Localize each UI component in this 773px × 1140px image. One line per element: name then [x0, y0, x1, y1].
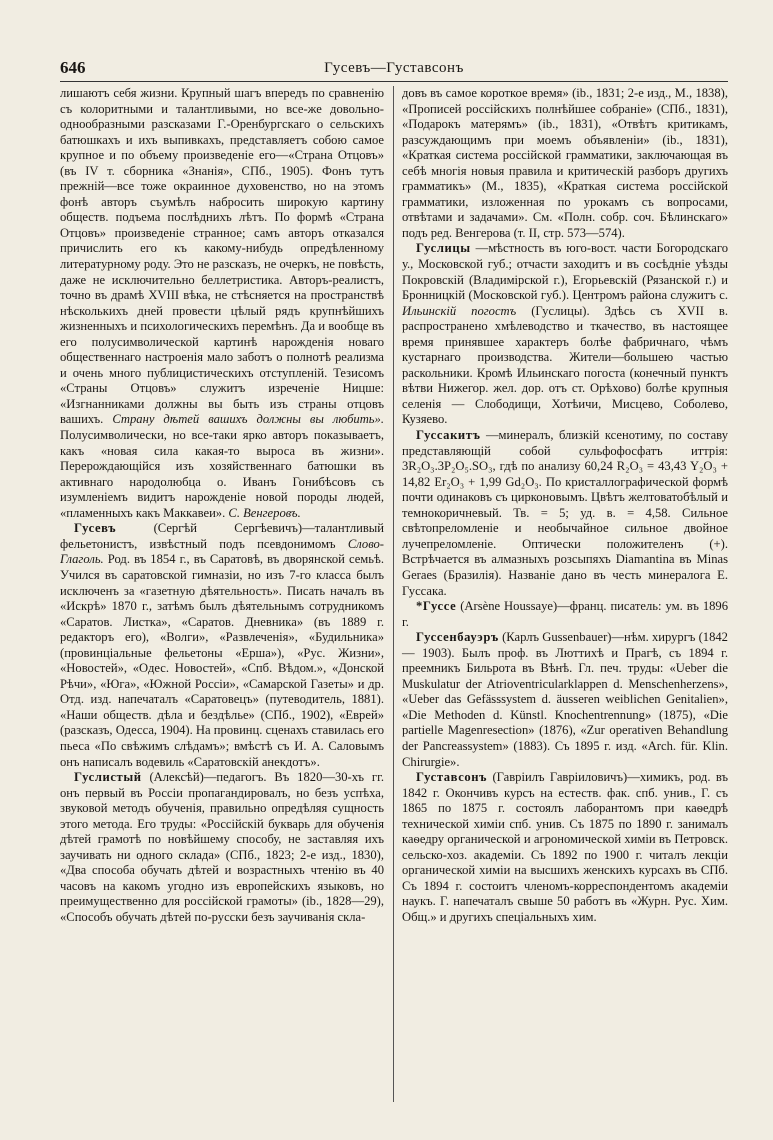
header-rule: [60, 81, 728, 82]
pseudonym: Слово-Глаголь.: [60, 536, 384, 567]
entry-headword: Гуслистый: [74, 770, 142, 785]
page-header: [60, 58, 728, 80]
article-gusse: [402, 599, 728, 630]
paragraph-text: —мѣстность въ юго-вост. части Богородскаго у., Московской губ.; отчасти заходитъ и въ сосѣдніе уѣзды Покровскій (Владимірской г.), Егорьевскій (Рязанской г.) и Бронницкій (Московской губ.). Центромъ района служитъ с.: [402, 241, 728, 303]
article-gusev-orenburgsky-continued: [60, 86, 384, 521]
paragraph-text: (Сергѣй Сергѣевичъ)—талантливый фельетонистъ, извѣстный подъ псевдонимомъ: [60, 521, 384, 551]
paragraph-text: (Карлъ Gussenbauer)—нѣм. хирургъ (1842 — 1903). Былъ проф. въ Люттихѣ и Прагѣ, съ 1894 г. преемникъ Бильрота въ Вѣнѣ. Гл. печ. труды: «Ueber die Muskulatur der Atrioventricularklappen d. Menschenherzens», «Ueber das Gefässsystem d. äusseren weiblichen Genitalien», «Die Methoden d. Künstl. Knochentrennung» (1875), «Die partielle Magenresection» (1876), «Zur operativen Behandlung der Pancreassystem» (1883). Съ 1895 г. изд. «Arch. für. Klin. Chirurgie».: [402, 630, 728, 769]
paragraph-text: (Гавріилъ Гавріиловичъ)—химикъ, род. въ 1842 г. Окончивъ курсъ на естеств. фак. спб. унив., Г. съ 1865 по 1875 г. состоялъ лаборантомъ при каѳедрѣ технической химіи спб. унив. Съ 1875 по 1890 г. занималъ каѳедру органической и агрономической химіи въ Петровск. сельско-хоз. академіи. Съ 1892 по 1900 г. читалъ лекціи органической химіи на высшихъ женскихъ курсахъ въ СПб. Съ 1894 г. состоитъ членомъ-корреспондентомъ академіи наукъ. Г. напечаталъ свыше 50 работъ въ «Журн. Рус. Хим. Общ.» и другихъ спеціальныхъ хим.: [402, 770, 728, 924]
running-title: Гусевъ—Густавсонъ: [324, 60, 464, 76]
paragraph-text: (Arsène Houssaye)—франц. писатель: ум. въ 1896 г.: [402, 599, 728, 629]
italic-quote: Страну дѣтей вашихъ должны вы любить».: [112, 412, 384, 427]
article-gustavson: [402, 770, 728, 925]
article-gussakit: [402, 428, 728, 599]
article-guslisty: [60, 770, 384, 925]
entry-headword: Гусевъ: [74, 521, 117, 536]
article-guslitsy: [402, 241, 728, 428]
paragraph-text: (Гуслицы). Здѣсь съ XVII в. распространено хмѣлеводство и ткачество, въ настоящее время принявшее характеръ болѣе фабричнаго, чѣмъ кустарнаго производства. Жители—большею частью раскольники. Кромѣ Ильинскаго погоста (конечный пунктъ вѣтви Нижегор. жел. дор. отъ ст. Орѣхово) болѣе крупныя селенія — Слободищи, Хотѣичи, Мисцево, Соболево, Кузяево.: [402, 303, 728, 427]
entry-headword: Гуссакитъ: [416, 428, 481, 443]
paragraph-text: (Алексѣй)—педагогъ. Въ 1820—30-хъ гг. онъ первый въ Россіи пропагандировалъ, но безъ успѣха, звуковой методъ обученія, правильно опредѣляя сущность этого метода. Его труды: «Россійскій букварь для обученія дѣтей грамотѣ по новѣйшему способу, не заставляя ихъ заучивать ни одного склада» (СПб., 1823; 2-е изд., 1830), «Два способа обучать дѣтей и возрастныхъ чтенію въ 40 часовъ на какомъ угодно изъ европейскихъ языковъ, но преимущественно для россійской грамоты» (ib., 1828—29), «Способъ обучать дѣтей по-русски безъ заучиванія скла-: [60, 770, 384, 924]
author-signature: С. Венгеровъ.: [228, 505, 301, 520]
entry-headword: Гуслицы: [416, 241, 471, 256]
left-column: [60, 86, 394, 1102]
entry-headword: *Гуссе: [416, 599, 457, 614]
article-guslisty-continued: [402, 86, 728, 241]
entry-headword: Гуссенбауэръ: [416, 630, 499, 645]
right-column: [394, 86, 728, 1102]
paragraph-text: Род. въ 1854 г., въ Саратовѣ, въ дворянской семьѣ. Учился въ саратовской гимназіи, но изъ 7-го класса былъ исключенъ за «газетную дѣятельность». Писать началъ въ «Искрѣ» 1870 г., затѣмъ былъ дѣятельнымъ сотрудникомъ «Саратов. Листка», «Саратов. Дневника» (въ 1889 г. редакторъ его), «Волги», «Развлеченія», «Будильника» (провинціальные фельетоны «Ерша»), «Рус. Жизни», «Новостей», «Одес. Новостей», «Спб. Вѣдом.», «Донской Рѣчи», «Юга», «Южной Россіи», «Самарской Газеты» и др. Отд. изд. напечаталъ «Саратовецъ» (путеводитель, 1881). «Наши обществ. дѣла и бездѣлье» (СПб., 1902), «Еврей» (разсказъ, Одесса, 1904). На провинц. сценахъ ставилась его пьеса «По свѣжимъ слѣдамъ»; вмѣстѣ съ И. А. Саловымъ онъ написалъ водевиль «Саратовскій анекдотъ».: [60, 552, 384, 769]
paragraph-text: лишаютъ себя жизни. Крупный шагъ впередъ по сравненію съ колоритными и талантливыми, но все-же довольно-однообразными разсказами Г.-Оренбургскаго о сельскихъ батюшкахъ и ихъ выпивкахъ, представляетъ собою самое крупное и по объему произведеніе его—«Страна Отцовъ» (въ IV т. сборника «Знанія», СПб., 1905). Фонъ тутъ прежній—все тоже окраинное духовенство, но на этомъ фонѣ авторъ съумѣлъ набросить широкую картину обществ. подъема послѣднихъ лѣтъ. По формѣ «Страна Отцовъ» произведеніе странное; самъ авторъ отказался причислить его къ какому-нибудь опредѣленному литературному роду. Это не разсказъ, не очеркъ, не повѣсть, даже не исключительно беллетристика. Авторъ-реалистъ, точно въ драмѣ XVIII вѣка, не стѣсняется на пространствѣ нѣсколькихъ дней провести цѣлый рядъ крупнѣйшихъ жизненныхъ и психологическихъ перемѣнъ. Да и вообще въ его полусимволической картинѣ нарожденія новаго общественнаго настроенія мало заботъ о полнотѣ реализма и очень много публицистическихъ отступленій. Тезисомъ «Страны Отцовъ» служитъ изреченіе Ницше: «Изгнанниками должны вы быть изъ страны отцовъ вашихъ.: [60, 86, 384, 427]
article-gussenbauer: [402, 630, 728, 770]
entry-headword: Густавсонъ: [416, 770, 488, 785]
paragraph-text: —минералъ, близкій ксенотиму, по составу представляющій собой сульфофосфатъ иттрія: 3R₂O₃.3P₂O₅.SO₃, гдѣ по анализу 60,24 R₂O₃ = 43,43 Y₂O₃ + 14,82 Er₂O₃ + 1,99 Gd₂O₃. По кристаллографической формѣ почти одинаковъ съ цирконовымъ. Цвѣтъ желтоватобѣлый и темнокоричневый. Тв. = 5; уд. в. = 4,58. Сильное свѣтопреломленіе и необычайное сильное двойное лучепреломленіе. Оптически положителенъ (+). Встрѣчается въ алмазныхъ розсыпяхъ Diamantina въ Minas Geraes (Бразилія). Названіе дано въ честь минералога E. Гуссака.: [402, 428, 728, 598]
text-columns: [60, 86, 728, 1102]
page-number: 646: [60, 58, 86, 77]
village-name: Ильинскій погостъ: [402, 303, 517, 318]
paragraph-text: Полусимволически, но все-таки ярко авторъ показываетъ, какъ «новая сила какая-то выроса въ жизни». Перерождающійся изъ хозяйственнаго батюшки въ активнаго народолюбца о. Иванъ Гонибѣсовъ съ изумленіемъ видитъ нарожденіе новой породы людей, «пламенныхъ какъ Маккавеи».: [60, 428, 384, 520]
paragraph-text: довъ въ самое короткое время» (ib., 1831; 2-е изд., М., 1838), «Прописей россійскихъ полнѣйшее собраніе» (СПб., 1831), «Подарокъ матерямъ» (ib., 1831), «Отвѣтъ критикамъ, разсуждающимъ при моемъ объявленіи» (ib., 1831), «Краткая система россійской грамматики, заключающая въ себѣ многія новыя правила и критическій разборъ другихъ грамматикъ» (М., 1835), «Краткая система россійской грамматики, изложенная по урокамъ съ вопросами, отвѣтами и задачами». См. «Полн. собр. соч. Бѣлинскаго» подъ ред. Венгерова (т. II, стр. 573—574).: [402, 86, 728, 240]
article-gusev: [60, 521, 384, 770]
